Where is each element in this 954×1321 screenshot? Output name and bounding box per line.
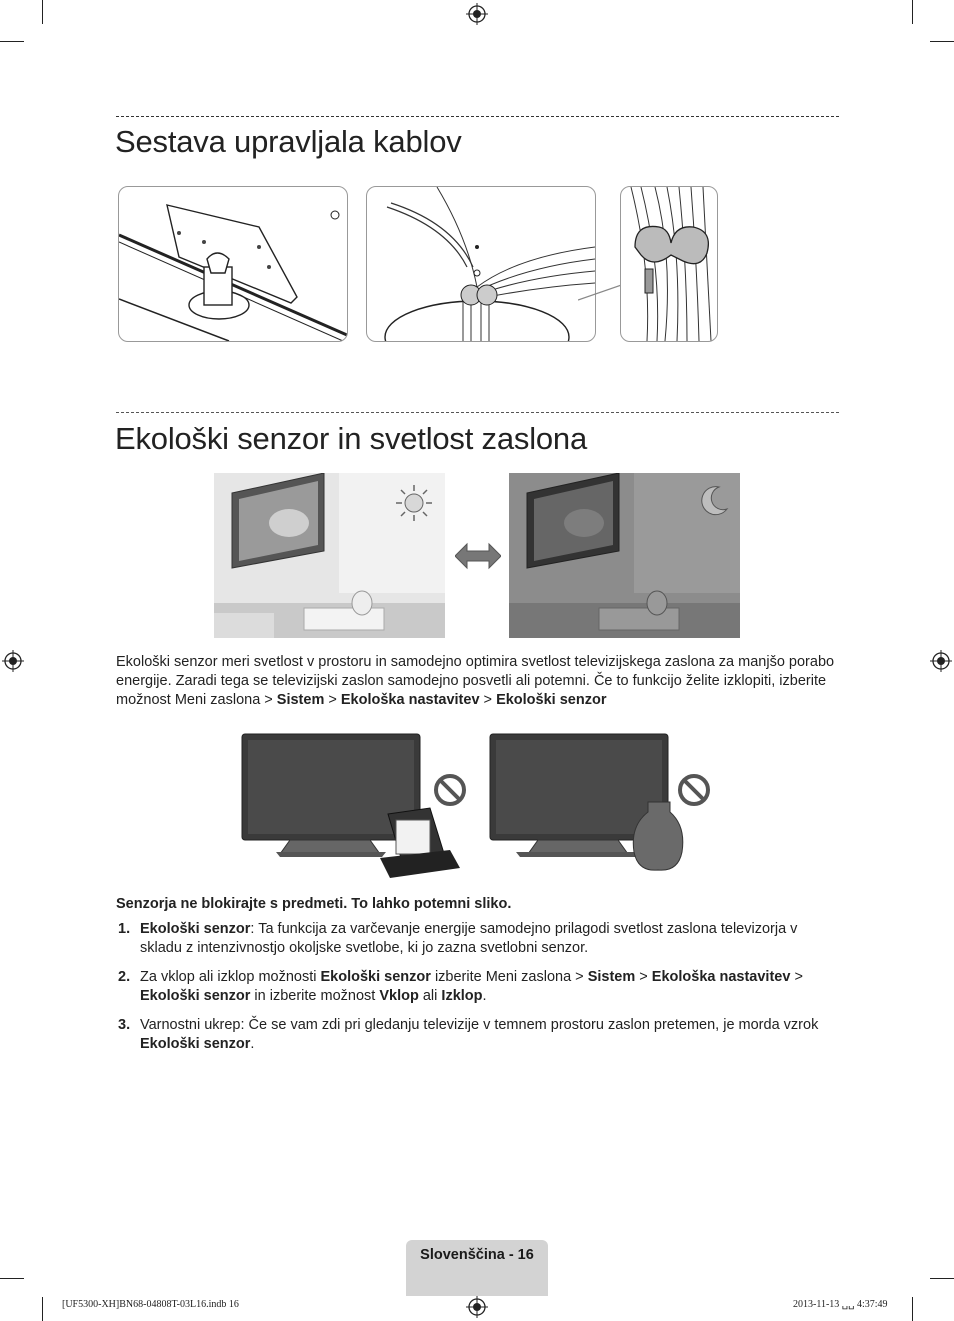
registration-mark-icon: [466, 1296, 488, 1318]
illustration-cables: [366, 186, 596, 342]
crop-mark: [0, 1278, 24, 1279]
crop-mark: [912, 1297, 913, 1321]
prohibited-icon: [676, 772, 712, 808]
section-title-cable-manager: Sestava upravljala kablov: [115, 124, 462, 159]
illustration-clip-detail: [620, 186, 718, 342]
registration-mark-icon: [2, 650, 24, 672]
sun-icon: [394, 483, 434, 523]
photo-bright-room: [214, 473, 445, 638]
moon-icon: [695, 483, 731, 519]
registration-mark-icon: [930, 650, 952, 672]
page-number-tab: [406, 1240, 548, 1296]
print-slug-right: 2013-11-13 ␣␣ 4:37:49: [793, 1299, 888, 1310]
intro-paragraph: Ekološki senzor meri svetlost v prostoru in samodejno optimira svetlost televizijskega zaslona za manjšo porabo energije. Zaradi tega se televizijski zaslon samodejno posvetli ali potemni. Če to funkcijo želite izklopiti, izberite možnost Meni zaslona > Sistem > Ekološka nastavitev > Ekološki senzor: [116, 654, 835, 708]
list-item: 3. Varnostni ukrep: Če se vam zdi pri gledanju televizije v temnem prostoru zaslon pretemen, je morda vzrok Ekološki senzor.: [118, 1017, 819, 1052]
list-item: 1. Ekološki senzor: Ta funkcija za varčevanje energije samodejno prilagodi svetlost zaslona televizorja v skladu z intenzivnostjo okoljske svetlobe, ki jo zazna svetlobni senzor.: [118, 921, 798, 956]
crop-mark: [912, 0, 913, 24]
crop-mark: [930, 41, 954, 42]
print-slug-left: [UF5300-XH]BN68-04808T-03L16.indb 16: [62, 1299, 239, 1310]
illustration-tv-blocked-frame: [240, 732, 470, 880]
double-arrow-icon: [455, 542, 501, 570]
crop-mark: [42, 0, 43, 24]
steps-list: [116, 920, 842, 1064]
illustration-stand: [118, 186, 348, 342]
crop-mark: [930, 1278, 954, 1279]
registration-mark-icon: [466, 3, 488, 25]
section-divider: [116, 412, 839, 413]
warning-text: Senzorja ne blokirajte s predmeti. To lahko potemni sliko.: [116, 896, 512, 912]
illustration-tv-blocked-vase: [488, 732, 718, 880]
list-item: 2. Za vklop ali izklop možnosti Ekološki senzor izberite Meni zaslona > Sistem > Ekološka nastavitev > Ekološki senzor in izberite možnost Vklop ali Izklop.: [118, 969, 803, 1004]
page-number: Slovenščina - 16: [420, 1247, 534, 1263]
section-divider: [116, 116, 839, 117]
section-title-eco-sensor: Ekološki senzor in svetlost zaslona: [115, 421, 588, 456]
crop-mark: [42, 1297, 43, 1321]
crop-mark: [0, 41, 24, 42]
prohibited-icon: [432, 772, 468, 808]
photo-dark-room: [509, 473, 740, 638]
